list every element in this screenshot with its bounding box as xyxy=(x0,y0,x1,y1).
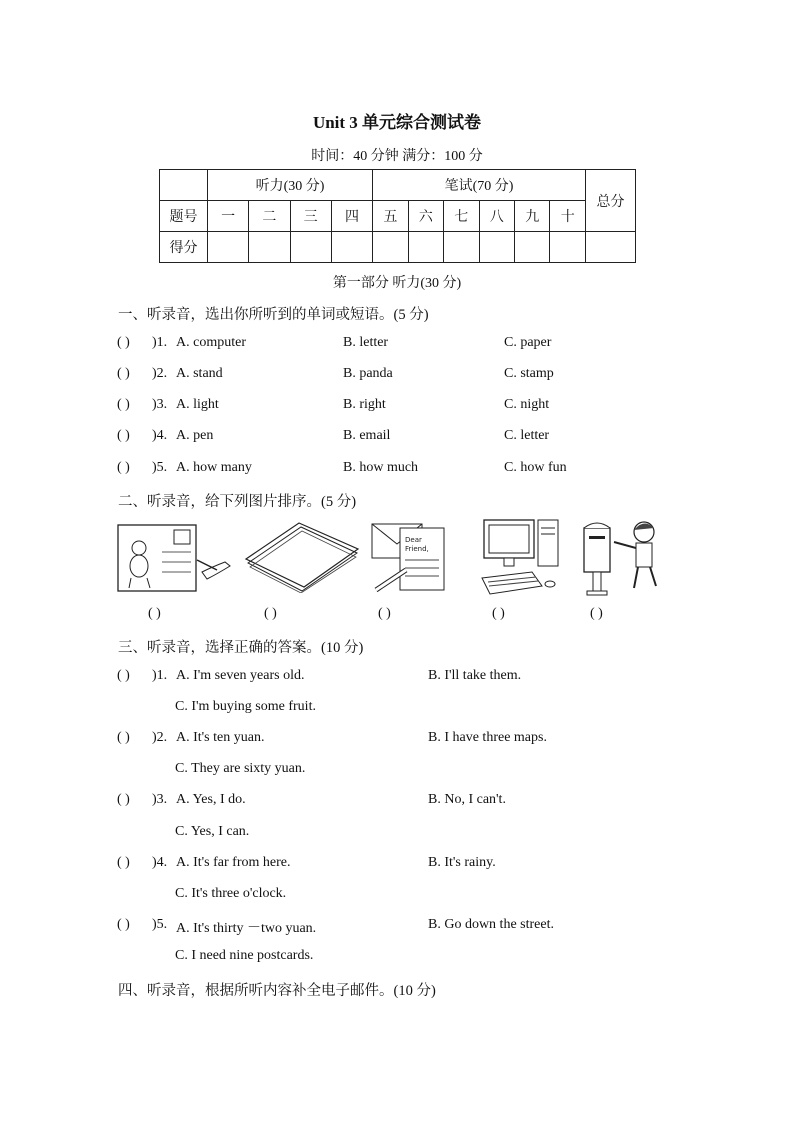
option-a: A. I'm seven years old. xyxy=(176,668,305,683)
option-c: C. stamp xyxy=(504,366,554,381)
question-number: )4. xyxy=(152,428,168,443)
letter-text: Friend, xyxy=(405,545,429,553)
option-c: C. paper xyxy=(504,335,552,350)
picture-order-blank[interactable]: ( ) xyxy=(264,606,277,621)
option-b: B. right xyxy=(343,397,386,412)
picture-order-blank[interactable]: ( ) xyxy=(492,606,505,621)
exam-info: 时间：40 分钟 满分：100 分 xyxy=(311,149,483,164)
postcard-picture xyxy=(117,522,232,594)
option-b: B. I'll take them. xyxy=(428,668,522,683)
listening-header: 听力(30 分) xyxy=(208,170,373,201)
page-title: Unit 3 单元综合测试卷 xyxy=(312,113,482,132)
numeral-cell: 三 xyxy=(290,201,331,232)
score-input-cell[interactable] xyxy=(550,232,586,263)
blank-cell xyxy=(160,170,208,201)
option-c: C. Yes, I can. xyxy=(175,824,250,839)
option-b: B. I have three maps. xyxy=(428,730,547,745)
part-heading: 第一部分 听力(30 分) xyxy=(332,276,462,291)
option-b: B. Go down the street. xyxy=(428,917,554,932)
score-label: 得分 xyxy=(160,232,208,263)
numeral-cell: 五 xyxy=(373,201,408,232)
option-a: A. It's far from here. xyxy=(176,855,291,870)
question-number-label: 题号 xyxy=(160,201,208,232)
postbox-picture xyxy=(578,516,666,596)
numeral-cell: 九 xyxy=(514,201,549,232)
score-input-cell[interactable] xyxy=(373,232,408,263)
answer-blank[interactable]: ( ) xyxy=(117,397,130,412)
paper-stack-picture xyxy=(244,517,360,593)
numeral-cell: 十 xyxy=(550,201,586,232)
section-2-heading: 二、听录音，给下列图片排序。(5 分) xyxy=(118,494,357,510)
score-table xyxy=(159,169,636,263)
answer-blank[interactable]: ( ) xyxy=(117,917,130,932)
numeral-cell: 八 xyxy=(479,201,514,232)
numeral-cell: 一 xyxy=(208,201,249,232)
option-b: B. how much xyxy=(343,460,419,475)
question-number: )5. xyxy=(152,460,168,475)
answer-blank[interactable]: ( ) xyxy=(117,335,130,350)
option-a: A. It's thirty －two yuan. xyxy=(176,921,317,936)
answer-blank[interactable]: ( ) xyxy=(117,366,130,381)
score-input-cell[interactable] xyxy=(249,232,290,263)
answer-blank[interactable]: ( ) xyxy=(117,428,130,443)
total-score-cell[interactable] xyxy=(586,232,636,263)
option-b: B. It's rainy. xyxy=(428,855,496,870)
total-header: 总分 xyxy=(586,170,636,232)
option-a: A. light xyxy=(176,397,219,412)
writing-header: 笔试(70 分) xyxy=(373,170,586,201)
question-number: )5. xyxy=(152,917,168,932)
score-input-cell[interactable] xyxy=(331,232,372,263)
option-c: C. They are sixty yuan. xyxy=(175,761,306,776)
option-b: B. panda xyxy=(343,366,393,381)
numeral-cell: 七 xyxy=(444,201,479,232)
section-3-heading: 三、听录音，选择正确的答案。(10 分) xyxy=(118,640,364,656)
score-input-cell[interactable] xyxy=(444,232,479,263)
numeral-cell: 四 xyxy=(331,201,372,232)
answer-blank[interactable]: ( ) xyxy=(117,855,130,870)
score-input-cell[interactable] xyxy=(479,232,514,263)
question-number: )4. xyxy=(152,855,168,870)
score-input-cell[interactable] xyxy=(408,232,443,263)
letter-text: Dear xyxy=(405,536,422,544)
score-input-cell[interactable] xyxy=(208,232,249,263)
option-b: B. No, I can't. xyxy=(428,792,506,807)
option-a: A. pen xyxy=(176,428,214,443)
option-c: C. It's three o'clock. xyxy=(175,886,287,901)
answer-blank[interactable]: ( ) xyxy=(117,668,130,683)
question-number: )3. xyxy=(152,397,168,412)
question-number: )1. xyxy=(152,335,168,350)
picture-order-blank[interactable]: ( ) xyxy=(148,606,161,621)
option-c: C. I need nine postcards. xyxy=(175,948,314,963)
section-4-heading: 四、听录音，根据所听内容补全电子邮件。(10 分) xyxy=(118,983,436,999)
option-a: A. how many xyxy=(176,460,252,475)
question-number: )2. xyxy=(152,366,168,381)
section-1-heading: 一、听录音，选出你所听到的单词或短语。(5 分) xyxy=(118,307,429,323)
answer-blank[interactable]: ( ) xyxy=(117,730,130,745)
letter-picture xyxy=(370,518,450,594)
numeral-cell: 二 xyxy=(249,201,290,232)
option-b: B. email xyxy=(343,428,391,443)
option-a: A. computer xyxy=(176,335,246,350)
answer-blank[interactable]: ( ) xyxy=(117,792,130,807)
computer-picture xyxy=(480,516,562,596)
option-c: C. letter xyxy=(504,428,550,443)
option-c: C. night xyxy=(504,397,550,412)
option-c: C. how fun xyxy=(504,460,567,475)
option-a: A. Yes, I do. xyxy=(176,792,246,807)
option-b: B. letter xyxy=(343,335,389,350)
score-input-cell[interactable] xyxy=(290,232,331,263)
score-input-cell[interactable] xyxy=(514,232,549,263)
answer-blank[interactable]: ( ) xyxy=(117,460,130,475)
question-number: )1. xyxy=(152,668,168,683)
option-a: A. It's ten yuan. xyxy=(176,730,265,745)
question-number: )3. xyxy=(152,792,168,807)
option-a: A. stand xyxy=(176,366,223,381)
numeral-cell: 六 xyxy=(408,201,443,232)
picture-order-blank[interactable]: ( ) xyxy=(378,606,391,621)
question-number: )2. xyxy=(152,730,168,745)
option-c: C. I'm buying some fruit. xyxy=(175,699,316,714)
picture-order-blank[interactable]: ( ) xyxy=(590,606,603,621)
